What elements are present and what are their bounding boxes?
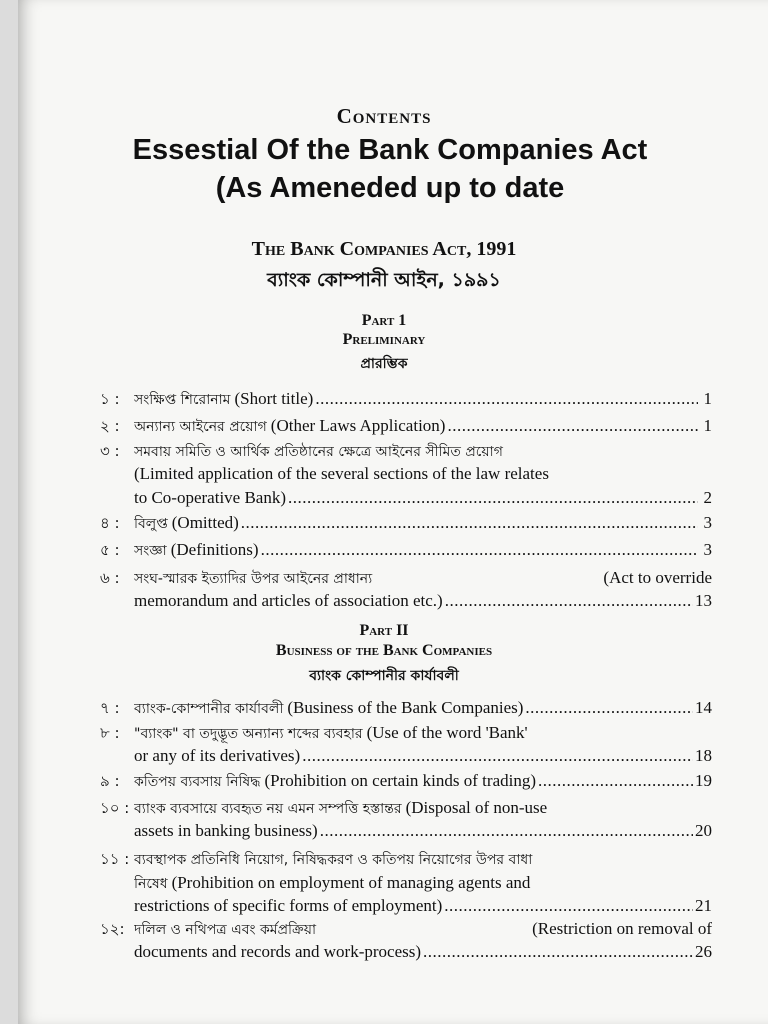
act-title-bengali: ব্যাংক কোম্পানী আইন, ১৯৯১ (267, 269, 501, 291)
dot-leader (444, 896, 693, 916)
toc-entry[interactable] (100, 567, 712, 613)
entry-english-title: (Prohibition on certain kinds of trading) (264, 771, 536, 790)
entry-english-title: (Limited application of the several sections of the law relates (134, 464, 549, 483)
entry-english-title: (Restriction on removal of (532, 919, 712, 938)
entry-page: 3 (703, 540, 712, 559)
entry-english-title: (Disposal of non-use (405, 798, 548, 817)
entry-number: ৩ : (100, 442, 120, 460)
entry-english-title-cont: memorandum and articles of association etc.) (134, 591, 443, 610)
entry-bengali-title: সংঘ-স্মারক ইত্যাদির উপর আইনের প্রাধান্য (134, 571, 373, 587)
book-title-line1: Essestial Of the Bank Companies Act (132, 134, 648, 166)
dot-leader (525, 698, 693, 718)
entry-english-title: (Use of the word 'Bank' (366, 723, 528, 742)
act-title-english: The Bank Companies Act, 1991 (251, 238, 517, 260)
entry-page: 20 (695, 821, 712, 840)
dot-leader (447, 416, 698, 436)
entry-page: 2 (703, 488, 712, 507)
entry-page: 26 (695, 942, 712, 961)
part2-subtitle: Business of the Bank Companies (275, 642, 493, 659)
entry-bengali-title: অন্যান্য আইনের প্রয়োগ (134, 419, 267, 435)
entry-bengali-title: কতিপয় ব্যবসায় নিষিদ্ধ (134, 774, 261, 790)
entry-bengali-title: ব্যাংক ব্যবসায়ে ব্যবহৃত নয় এমন সম্পত্তি হস্তান্তর (134, 801, 402, 817)
dot-leader (445, 591, 693, 611)
dot-leader (538, 771, 693, 791)
part1-subtitle-bengali: প্রারম্ভিক (360, 356, 408, 372)
entry-number: ৭ : (100, 699, 120, 717)
entry-number: ৬ : (100, 569, 120, 587)
entry-english-title: (Act to override (603, 568, 712, 587)
entry-number: ১ : (100, 390, 120, 408)
dot-leader (241, 513, 698, 533)
entry-bengali-title: সংজ্ঞা (134, 543, 167, 559)
entry-english-title: (Short title) (234, 389, 314, 408)
entry-number: ৪ : (100, 514, 120, 532)
entry-english-title: (Other Laws Application) (270, 416, 446, 435)
entry-bengali-title: ব্যবস্থাপক প্রতিনিধি নিয়োগ, নিষিদ্ধকরণ ও কতিপয় নিয়োগের উপর বাধা (134, 852, 533, 868)
entry-number: ১০ : (100, 799, 130, 817)
entry-page: 1 (703, 389, 712, 408)
part1-subtitle: Preliminary (342, 331, 426, 348)
entry-english-title: (Business of the Bank Companies) (287, 698, 524, 717)
entry-number: ৯ : (100, 772, 120, 790)
entry-number: ১১ : (100, 850, 130, 868)
toc-entry[interactable] (100, 797, 712, 843)
entry-page: 13 (695, 591, 712, 610)
entry-bengali-title: সংক্ষিপ্ত শিরোনাম (134, 392, 231, 408)
toc-entry[interactable] (100, 848, 712, 918)
part2-subtitle-bengali: ব্যাংক কোম্পানীর কার্যাবলী (309, 668, 459, 684)
entry-english-title-cont: restrictions of specific forms of employment) (134, 896, 443, 915)
dot-leader (315, 389, 698, 409)
entry-bengali-title: সমবায় সমিতি ও আর্থিক প্রতিষ্ঠানের ক্ষেত্রে আইনের সীমিত প্রয়োগ (134, 444, 503, 460)
entry-english-title: (Definitions) (170, 540, 259, 559)
entry-page: 21 (695, 896, 712, 915)
part1-title: Part 1 (361, 312, 407, 329)
entry-bengali-title: দলিল ও নথিপত্র এবং কর্মপ্রক্রিয়া (134, 922, 317, 938)
entry-english-title-cont: documents and records and work-process) (134, 942, 422, 961)
entry-page: 3 (703, 513, 712, 532)
entry-english-title: (Prohibition on employment of managing agents and (171, 873, 531, 892)
entry-english-title-cont: or any of its derivatives) (134, 746, 301, 765)
entry-bengali-title-cont: নিষেধ (134, 876, 168, 892)
dot-leader (423, 942, 693, 962)
entry-bengali-title: ব্যাংক-কোম্পানীর কার্যাবলী (134, 701, 284, 717)
dot-leader (302, 746, 693, 766)
dot-leader (261, 540, 698, 560)
book-title-line2: (As Ameneded up to date (215, 172, 565, 204)
toc-entry[interactable] (100, 440, 712, 510)
dot-leader (288, 488, 698, 508)
part2-title: Part II (359, 622, 409, 639)
entry-page: 18 (695, 746, 712, 765)
entry-english-title-cont: assets in banking business) (134, 821, 318, 840)
dot-leader (320, 821, 693, 841)
toc-entry[interactable] (100, 918, 712, 964)
entry-english-title: (Omitted) (171, 513, 239, 532)
entry-number: ৮ : (100, 724, 120, 742)
entry-bengali-title: বিলুপ্ত (134, 516, 168, 532)
toc-entry[interactable] (100, 722, 712, 768)
entry-page: 19 (695, 771, 712, 790)
entry-number: ১২: (100, 920, 125, 938)
contents-heading: Contents (336, 104, 432, 128)
entry-number: ২ : (100, 417, 120, 435)
entry-bengali-title: "ব্যাংক" বা তদুদ্ভূত অন্যান্য শব্দের ব্যবহার (134, 726, 363, 742)
entry-number: ৫ : (100, 541, 120, 559)
entry-english-title-cont: to Co-operative Bank) (134, 488, 287, 507)
entry-page: 1 (703, 416, 712, 435)
entry-page: 14 (695, 698, 712, 717)
